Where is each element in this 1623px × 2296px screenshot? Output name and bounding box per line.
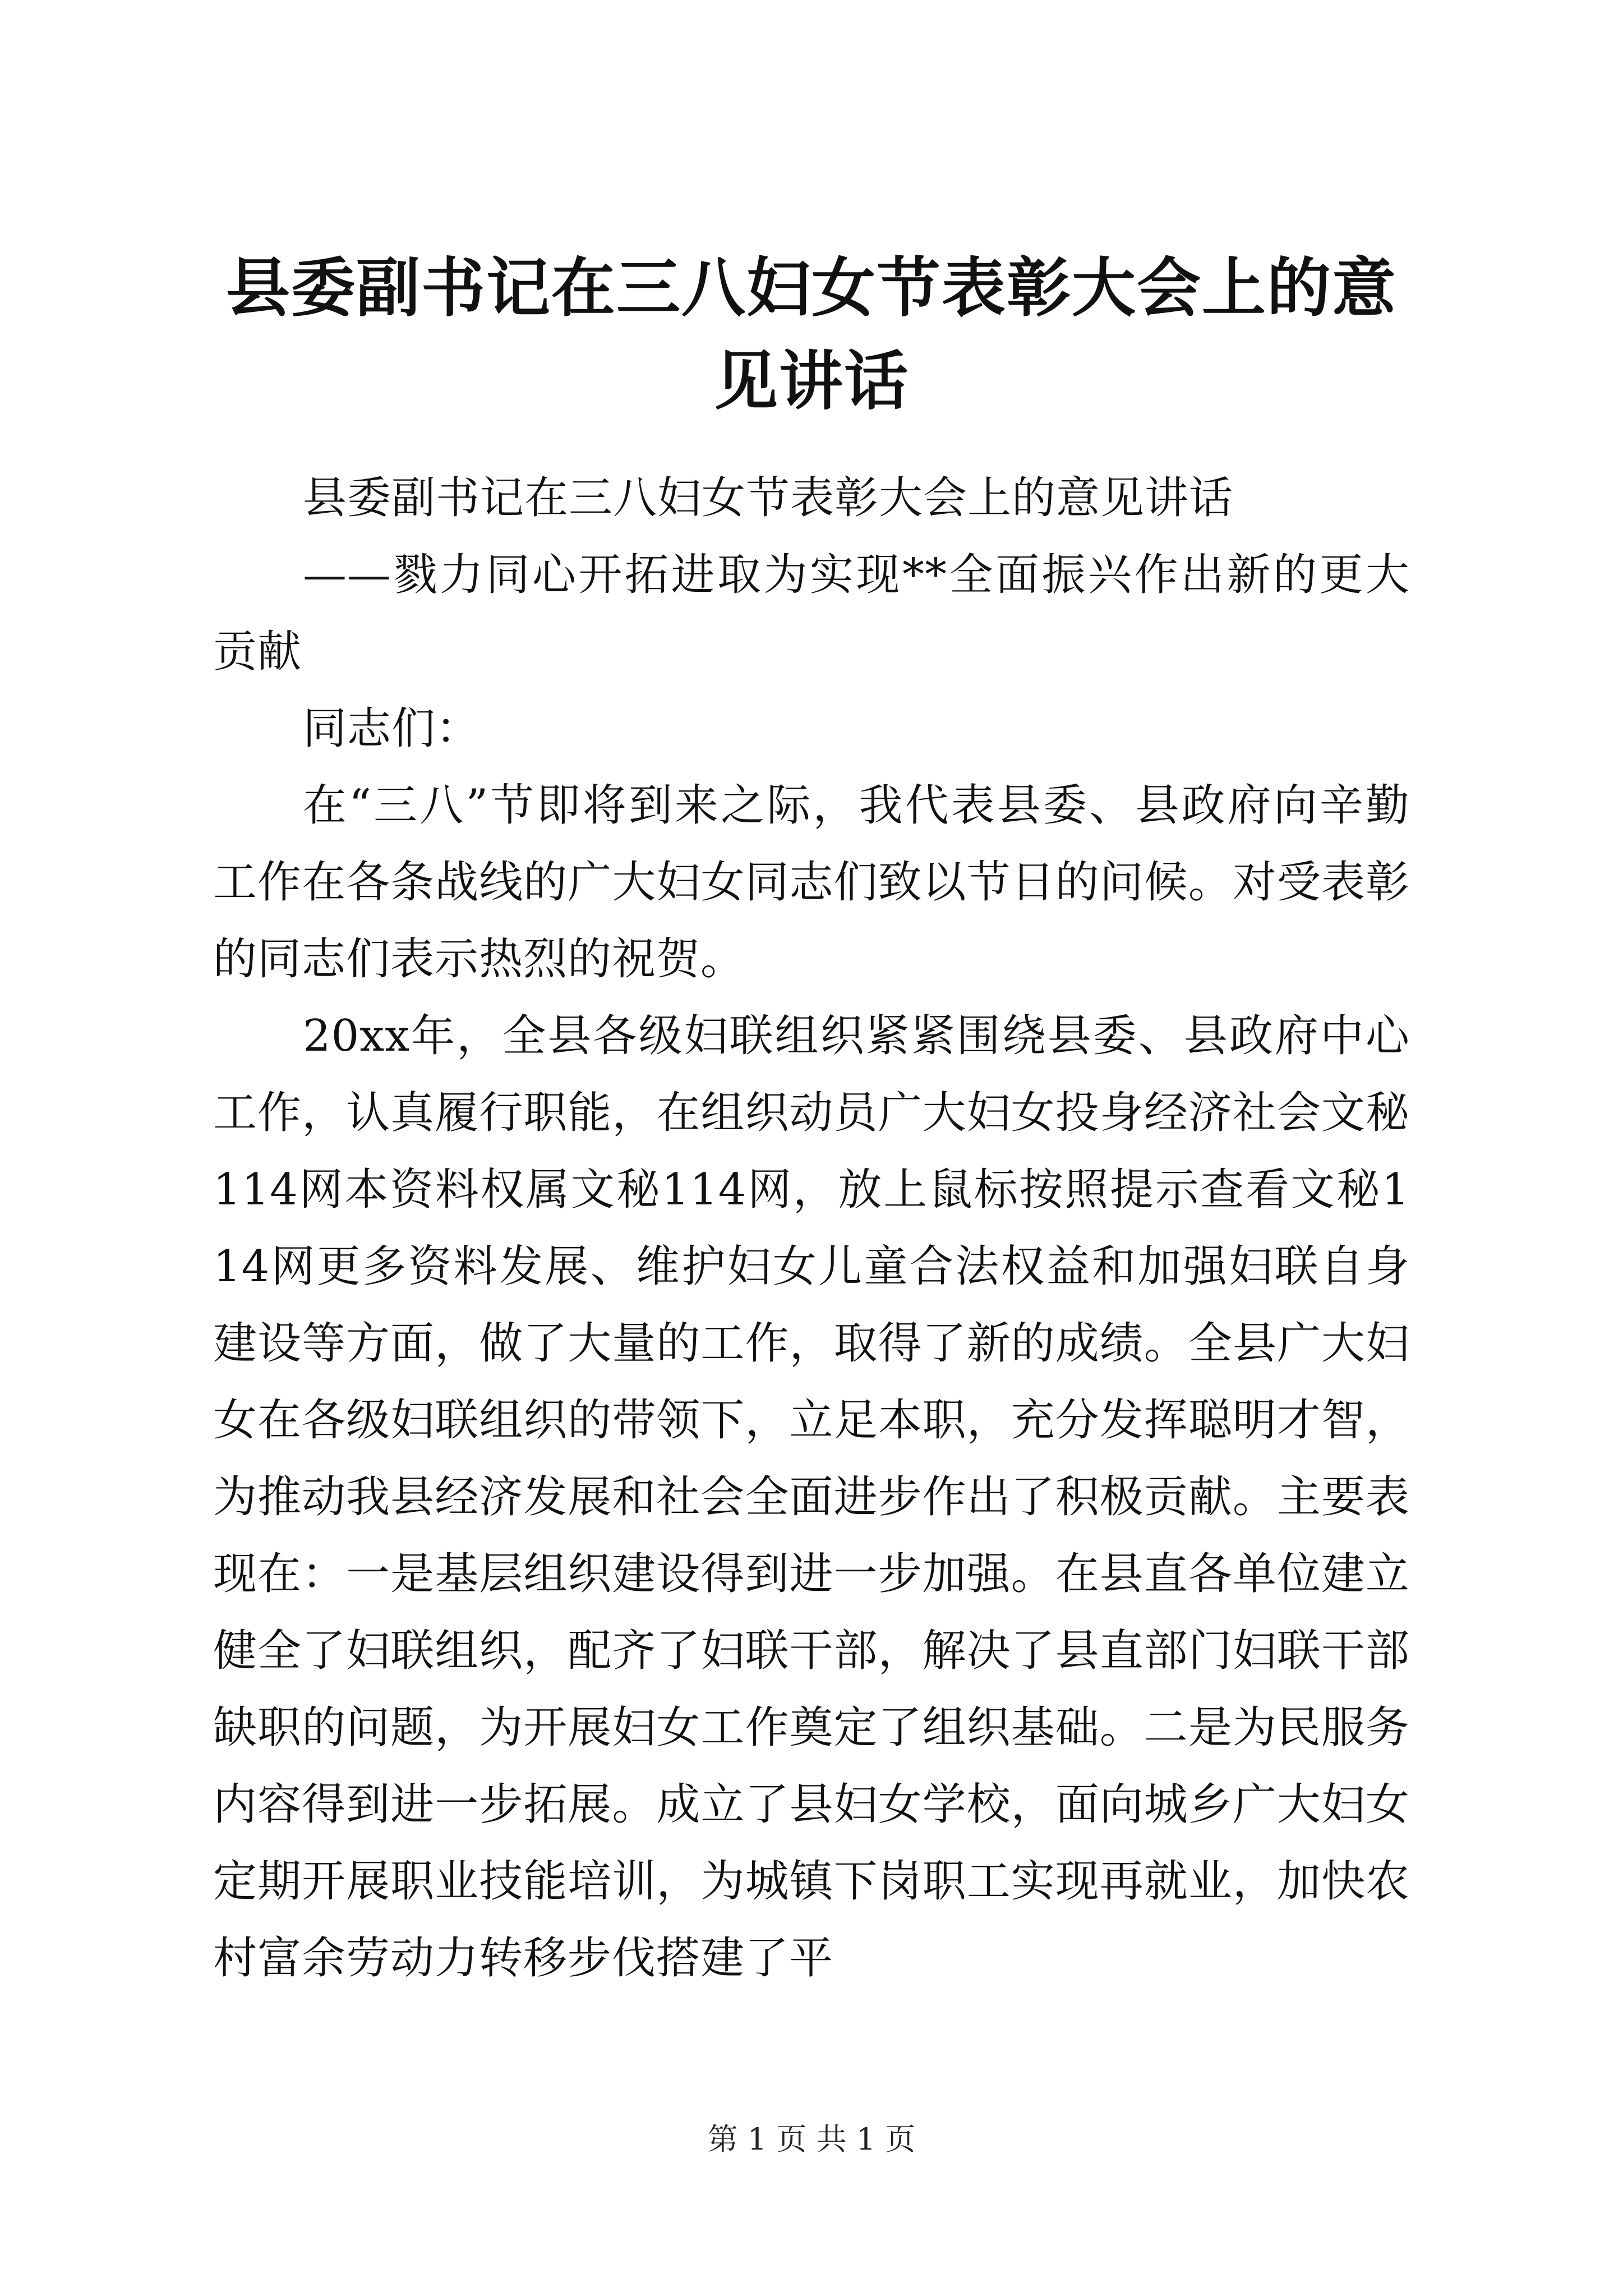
document-body	[213, 460, 1410, 1997]
paragraph-theme: ——戮力同心开拓进取为实现**全面振兴作出新的更大贡献	[213, 550, 1410, 677]
page-number-footer: 第 1 页 共 1 页	[707, 2122, 916, 2157]
paragraph-subtitle: 县委副书记在三八妇女节表彰大会上的意见讲话	[303, 473, 1234, 523]
paragraph-greeting: 在“三八”节即将到来之际，我代表县委、县政府向辛勤工作在各条战线的广大妇女同志们致以节日的问候。对受表彰的同志们表示热烈的祝贺。	[213, 780, 1410, 984]
document-title: 县委副书记在三八妇女节表彰大会上的意见讲话	[225, 250, 1397, 418]
paragraph-review: 20xx年，全县各级妇联组织紧紧围绕县委、县政府中心工作，认真履行职能，在组织动员广大妇女投身经济社会文秘114网本资料权属文秘114网，放上鼠标按照提示查看文秘114网更多资料发展、维护妇女儿童合法权益和加强妇联自身建设等方面，做了大量的工作，取得了新的成绩。全县广大妇女在各级妇联组织的带领下，立足本职，充分发挥聪明才智，为推动我县经济发展和社会全面进步作出了积极贡献。主要表现在：一是基层组织建设得到进一步加强。在县直各单位建立健全了妇联组织，配齐了妇联干部，解决了县直部门妇联干部缺职的问题，为开展妇女工作奠定了组织基础。二是为民服务内容得到进一步拓展。成立了县妇女学校，面向城乡广大妇女定期开展职业技能培训，为城镇下岗职工实现再就业，加快农村富余劳动力转移步伐搭建了平	[213, 1011, 1410, 1984]
paragraph-salutation: 同志们：	[303, 703, 481, 754]
